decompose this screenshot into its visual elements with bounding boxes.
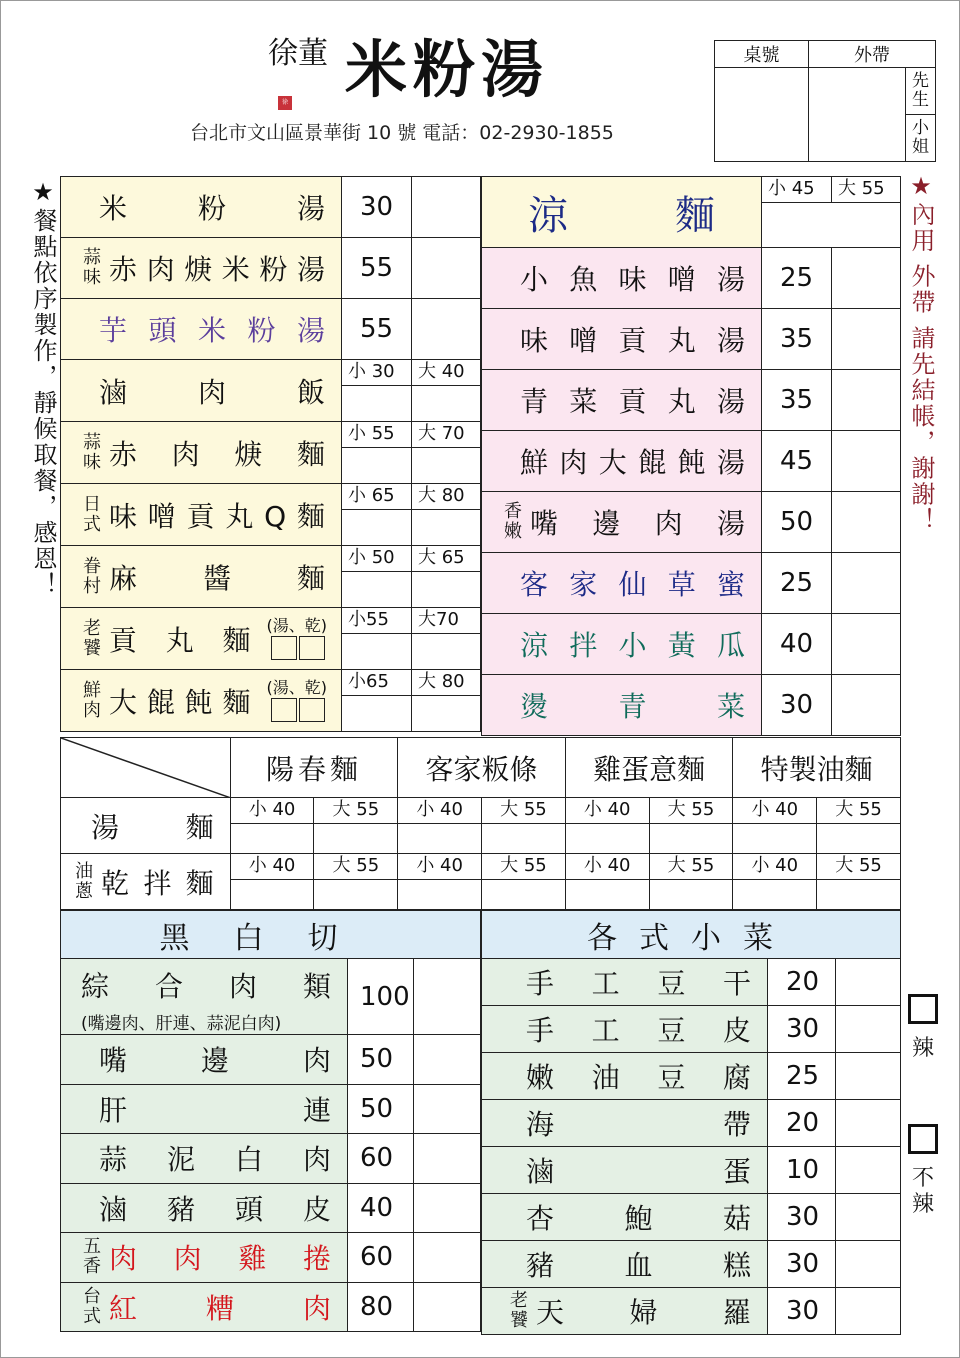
- col-yangchun: 陽春麵: [230, 738, 398, 798]
- item-name: 麻醬麵: [109, 561, 325, 595]
- right-menu-row[interactable]: [482, 553, 901, 614]
- qty-cell[interactable]: [412, 238, 481, 299]
- item-price[interactable]: 30: [768, 1006, 836, 1053]
- item-price[interactable]: 40: [348, 1183, 414, 1233]
- qty-cell[interactable]: [414, 1282, 481, 1332]
- right-note: ★內用 外帶 請先結帳，謝謝！: [907, 172, 935, 534]
- qty-cell[interactable]: [836, 1053, 901, 1100]
- grid-corner: [61, 738, 231, 798]
- size-price[interactable]: 小 40: [566, 798, 649, 824]
- takeout-label: 外帶: [809, 41, 936, 68]
- sides-row[interactable]: [482, 959, 901, 1006]
- cold-noodle-large-price[interactable]: 大 55: [838, 178, 885, 199]
- item-name: 豬血糕: [526, 1249, 751, 1282]
- right-menu-row[interactable]: [482, 309, 901, 370]
- item-name: 客家仙草蜜: [520, 568, 745, 601]
- item-price[interactable]: 80: [348, 1282, 414, 1332]
- qty-cell[interactable]: [414, 1233, 481, 1283]
- size-price[interactable]: 小 40: [398, 798, 481, 824]
- size-price[interactable]: 大 55: [817, 798, 900, 824]
- cuts-row[interactable]: [61, 959, 481, 1035]
- item-name: 肉肉雞捲: [109, 1242, 331, 1276]
- qty-cell[interactable]: [832, 370, 901, 431]
- soup-checkbox[interactable]: [271, 698, 297, 722]
- item-price[interactable]: 30: [768, 1288, 836, 1335]
- item-name: 海帶: [526, 1108, 751, 1141]
- left-menu-row[interactable]: [61, 177, 481, 238]
- qty-cell[interactable]: [836, 1288, 901, 1335]
- qty-cell[interactable]: [414, 959, 481, 1035]
- sides-row[interactable]: [482, 1241, 901, 1288]
- item-note: (嘴邊肉、肝連、蒜泥白肉): [81, 1014, 282, 1034]
- qty-cell[interactable]: [832, 614, 901, 675]
- item-name: 滷豬頭皮: [99, 1192, 331, 1226]
- item-price[interactable]: 55: [342, 238, 412, 299]
- cuts-row[interactable]: [61, 1233, 481, 1283]
- item-price[interactable]: 60: [348, 1134, 414, 1184]
- sides-row[interactable]: [482, 1053, 901, 1100]
- not-hot-checkbox[interactable]: [908, 1124, 938, 1154]
- left-menu-row[interactable]: [61, 608, 481, 670]
- cuts-title: 黑白切: [61, 911, 481, 959]
- sides-row[interactable]: [482, 1194, 901, 1241]
- cuts-row[interactable]: [61, 1084, 481, 1134]
- left-note: ★餐點依序製作，靜候取餐，感恩！: [29, 178, 57, 598]
- left-menu-table: [60, 176, 481, 732]
- size-price[interactable]: 大 55: [314, 798, 397, 824]
- takeout-field[interactable]: [809, 68, 906, 162]
- item-prefix: 台式: [83, 1285, 101, 1327]
- hot-checkbox[interactable]: [908, 994, 938, 1024]
- right-menu-row[interactable]: [482, 370, 901, 431]
- noodle-row[interactable]: [61, 854, 901, 910]
- small-price[interactable]: 小55: [342, 608, 411, 634]
- left-menu-row[interactable]: [61, 360, 481, 422]
- right-menu-row[interactable]: [482, 675, 901, 736]
- qty-cell[interactable]: [414, 1183, 481, 1233]
- item-prefix: 老饕: [83, 617, 101, 659]
- style-note: (湯、乾): [266, 678, 327, 697]
- sides-row[interactable]: [482, 1288, 901, 1335]
- size-price[interactable]: 小 40: [231, 854, 314, 880]
- ms-label: 小姐: [912, 118, 929, 157]
- right-menu-row[interactable]: [482, 492, 901, 553]
- qty-cell[interactable]: [832, 675, 901, 736]
- item-price[interactable]: 35: [762, 309, 832, 370]
- table-number-label: 桌號: [715, 41, 809, 68]
- item-price[interactable]: 20: [768, 959, 836, 1006]
- size-price[interactable]: 小 40: [733, 798, 816, 824]
- qty-cell[interactable]: [414, 1134, 481, 1184]
- item-name: 滷肉飯: [99, 375, 325, 409]
- qty-cell[interactable]: [836, 1241, 901, 1288]
- item-name: 赤肉焿米粉湯: [109, 253, 325, 286]
- item-price[interactable]: 35: [762, 370, 832, 431]
- size-price[interactable]: 小 40: [231, 798, 314, 824]
- size-price[interactable]: 小 40: [733, 854, 816, 880]
- item-name: 紅糟肉: [109, 1291, 331, 1325]
- item-prefix: 五香: [83, 1236, 101, 1278]
- item-price[interactable]: 10: [768, 1147, 836, 1194]
- sides-table: [481, 910, 901, 1335]
- qty-cell[interactable]: [832, 248, 901, 309]
- item-name: 米粉湯: [99, 192, 325, 225]
- right-menu-row[interactable]: [482, 431, 901, 492]
- item-name: 蒜泥白肉: [99, 1143, 331, 1177]
- left-menu-row[interactable]: [61, 670, 481, 732]
- item-name: 滷蛋: [526, 1155, 751, 1188]
- item-name: 天婦羅: [536, 1296, 751, 1329]
- item-price[interactable]: 30: [762, 675, 832, 736]
- item-name: 嘴邊肉: [99, 1044, 331, 1078]
- large-price[interactable]: 大 65: [412, 546, 480, 572]
- item-name: 涼拌小黃瓜: [520, 629, 745, 662]
- right-menu-row[interactable]: [482, 614, 901, 675]
- noodle-row[interactable]: [61, 798, 901, 854]
- cold-noodle-label: 涼麵: [528, 192, 715, 239]
- seal-stamp: 徐: [278, 96, 292, 110]
- item-prefix: 日式: [83, 493, 101, 535]
- item-name: 綜合肉類: [81, 970, 331, 1003]
- item-prefix: 蒜味: [83, 431, 101, 473]
- item-prefix: 老饕: [510, 1290, 528, 1331]
- qty-cell[interactable]: [832, 553, 901, 614]
- item-prefix: 油蔥: [75, 860, 93, 902]
- qty-cell[interactable]: [412, 177, 481, 238]
- order-type-box: [714, 40, 936, 162]
- item-price[interactable]: 55: [342, 299, 412, 360]
- qty-cell[interactable]: [836, 1006, 901, 1053]
- cuts-row[interactable]: [61, 1282, 481, 1332]
- item-name: 味噌貢丸Q麵: [109, 499, 325, 533]
- item-name: 杏鮑菇: [526, 1202, 751, 1235]
- size-price[interactable]: 大 55: [482, 798, 565, 824]
- item-price[interactable]: 25: [762, 553, 832, 614]
- cuts-row[interactable]: [61, 1035, 481, 1085]
- item-price[interactable]: 40: [762, 614, 832, 675]
- item-name: 燙青菜: [520, 690, 745, 723]
- item-prefix: 蒜味: [83, 247, 101, 288]
- item-name: 大餛飩麵: [109, 685, 251, 719]
- item-name: 鮮肉大餛飩湯: [520, 446, 745, 479]
- item-price[interactable]: 25: [762, 248, 832, 309]
- item-name: 湯麵: [91, 810, 214, 844]
- sides-row[interactable]: [482, 1006, 901, 1053]
- qty-cell[interactable]: [832, 431, 901, 492]
- size-price[interactable]: 大 55: [482, 854, 565, 880]
- left-menu-row[interactable]: [61, 299, 481, 360]
- item-price[interactable]: 30: [768, 1241, 836, 1288]
- item-prefix: 眷村: [83, 555, 101, 597]
- dry-checkbox[interactable]: [299, 698, 325, 722]
- size-price[interactable]: 大 55: [817, 854, 900, 880]
- left-menu-row[interactable]: [61, 422, 481, 484]
- small-price[interactable]: 小 30: [342, 360, 411, 386]
- item-name: 手工豆皮: [526, 1014, 751, 1047]
- small-price[interactable]: 小65: [342, 670, 411, 696]
- item-price[interactable]: 30: [342, 177, 412, 238]
- qty-cell[interactable]: [832, 492, 901, 553]
- large-price[interactable]: 大 80: [412, 670, 480, 696]
- table-number-field[interactable]: [715, 68, 809, 162]
- hot-label: 辣: [912, 1036, 935, 1061]
- address-phone: 台北市文山區景華街 10 號 電話：02-2930-1855: [190, 122, 614, 144]
- small-price[interactable]: 小 65: [342, 484, 411, 510]
- size-price[interactable]: 大 55: [650, 798, 733, 824]
- style-note: (湯、乾): [266, 616, 327, 635]
- item-price[interactable]: 25: [768, 1053, 836, 1100]
- item-price[interactable]: 50: [762, 492, 832, 553]
- qty-cell[interactable]: [414, 1084, 481, 1134]
- item-name: 嫩油豆腐: [526, 1061, 751, 1094]
- qty-cell[interactable]: [414, 1035, 481, 1085]
- item-price[interactable]: 60: [348, 1233, 414, 1283]
- item-name: 嘴邊肉湯: [530, 507, 745, 540]
- item-price[interactable]: 50: [348, 1035, 414, 1085]
- small-price[interactable]: 小 55: [342, 422, 411, 448]
- item-price[interactable]: 30: [768, 1194, 836, 1241]
- cuts-table: [60, 910, 481, 1332]
- item-name: 小魚味噌湯: [520, 263, 745, 296]
- item-name: 乾拌麵: [101, 866, 214, 900]
- noodle-grid: [60, 737, 901, 910]
- cold-noodle-small-price[interactable]: 小 45: [762, 177, 832, 202]
- size-price[interactable]: 大 55: [650, 854, 733, 880]
- dry-checkbox[interactable]: [299, 636, 325, 660]
- cuts-row[interactable]: [61, 1183, 481, 1233]
- left-menu-row[interactable]: [61, 546, 481, 608]
- soup-checkbox[interactable]: [271, 636, 297, 660]
- large-price[interactable]: 大 80: [412, 484, 480, 510]
- item-name: 貢丸麵: [109, 623, 251, 657]
- small-price[interactable]: 小 50: [342, 546, 411, 572]
- mr-label: 先生: [912, 71, 929, 110]
- qty-cell[interactable]: [836, 1194, 901, 1241]
- item-prefix: 鮮肉: [83, 679, 101, 721]
- brand-large: 米粉湯: [345, 33, 550, 106]
- item-prefix: 香嫩: [504, 501, 522, 542]
- large-price[interactable]: 大70: [412, 608, 480, 634]
- qty-cell[interactable]: [412, 299, 481, 360]
- item-price[interactable]: 20: [768, 1100, 836, 1147]
- size-price[interactable]: 小 40: [398, 854, 481, 880]
- item-name: 赤肉焿麵: [109, 437, 325, 471]
- col-hakka-rice: 客家粄條: [398, 738, 566, 798]
- right-menu-table: [481, 176, 901, 736]
- large-price[interactable]: 大 70: [412, 422, 480, 448]
- sides-title: 各式小菜: [482, 911, 901, 959]
- col-egg-noodle: 雞蛋意麵: [565, 738, 733, 798]
- item-name: 青菜貢丸湯: [520, 385, 745, 418]
- qty-cell[interactable]: [836, 1100, 901, 1147]
- brand-small: 徐董: [268, 36, 328, 71]
- cuts-row[interactable]: [61, 1134, 481, 1184]
- item-name: 味噌貢丸湯: [520, 324, 745, 357]
- right-menu-row[interactable]: [482, 248, 901, 309]
- item-price[interactable]: 100: [348, 959, 414, 1035]
- cold-noodle-header[interactable]: [482, 177, 762, 248]
- size-price[interactable]: 大 55: [314, 854, 397, 880]
- item-name: 手工豆干: [526, 967, 751, 1000]
- large-price[interactable]: 大 40: [412, 360, 480, 386]
- item-name: 芋頭米粉湯: [99, 314, 325, 347]
- qty-cell[interactable]: [836, 1147, 901, 1194]
- sides-row[interactable]: [482, 1147, 901, 1194]
- not-hot-label: 不辣: [912, 1166, 935, 1217]
- size-price[interactable]: 小 40: [566, 854, 649, 880]
- sides-row[interactable]: [482, 1100, 901, 1147]
- item-name: 肝連: [99, 1093, 331, 1127]
- qty-cell[interactable]: [832, 309, 901, 370]
- qty-cell[interactable]: [836, 959, 901, 1006]
- item-price[interactable]: 45: [762, 431, 832, 492]
- item-price[interactable]: 50: [348, 1084, 414, 1134]
- col-oil-noodle: 特製油麵: [733, 738, 901, 798]
- left-menu-row[interactable]: [61, 484, 481, 546]
- left-menu-row[interactable]: [61, 238, 481, 299]
